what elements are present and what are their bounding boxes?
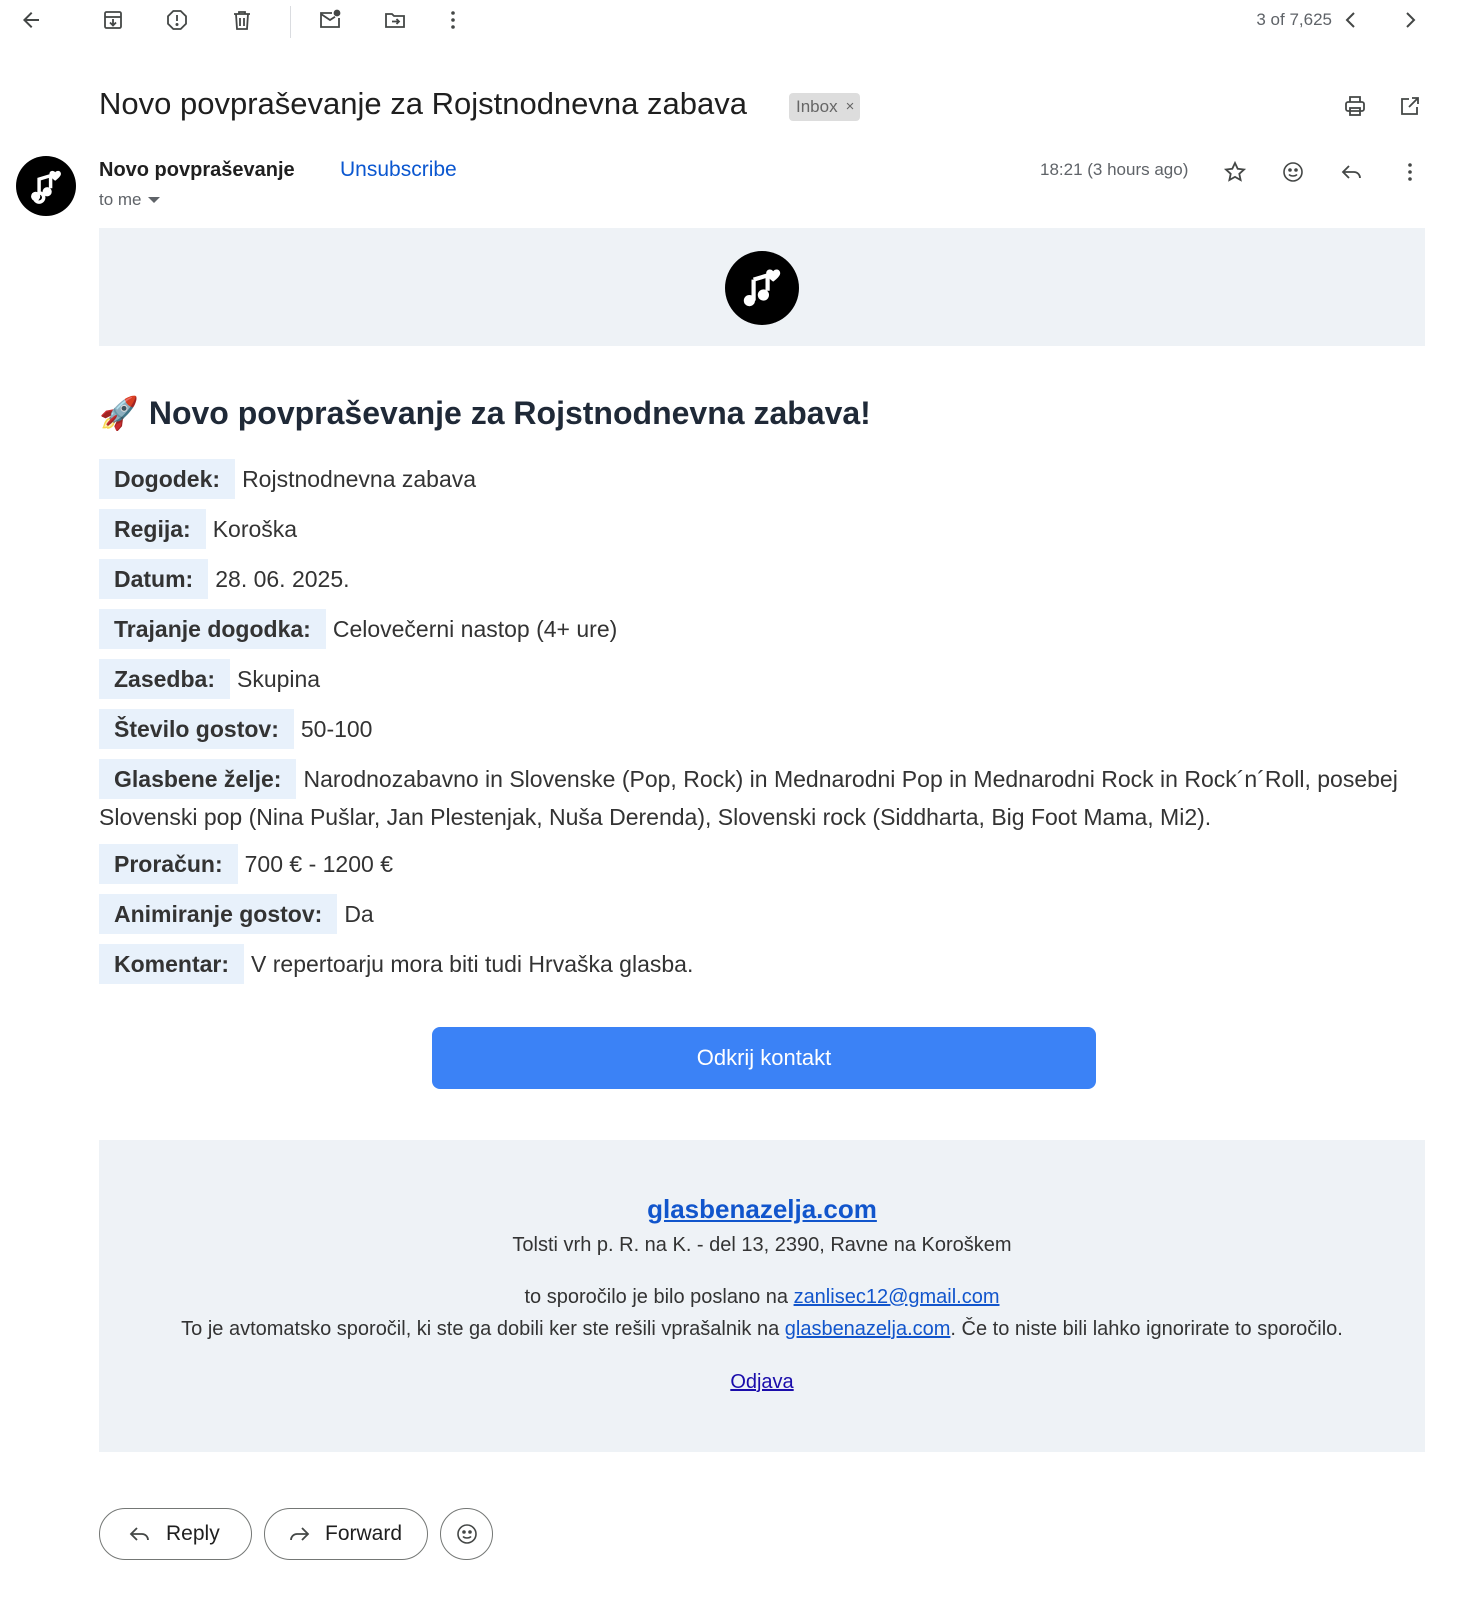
star-icon[interactable] — [1215, 152, 1255, 192]
inbox-label-chip — [789, 93, 860, 121]
add-reaction-button[interactable] — [440, 1508, 493, 1560]
email-timestamp: 18:21 (3 hours ago) — [1040, 160, 1189, 179]
field-row — [99, 844, 1409, 884]
field-label: Datum: — [99, 559, 208, 599]
field-row — [99, 559, 1409, 599]
field-row — [99, 709, 1409, 749]
field-row — [99, 459, 1409, 499]
field-value: Celovečerni nastop (4+ ure) — [332, 616, 618, 642]
field-value: V repertoarju mora biti tudi Hrvaška glasba. — [251, 951, 694, 977]
forward-icon — [287, 1522, 311, 1546]
emoji-icon — [455, 1522, 479, 1546]
auto-notice-suffix: . Če to niste bili lahko ignorirate to sporočilo. — [950, 1318, 1343, 1340]
footer-site-link[interactable]: glasbenazelja.com — [647, 1194, 877, 1224]
reply-icon — [128, 1522, 152, 1546]
chevron-right-icon[interactable] — [1390, 0, 1430, 40]
reveal-contact-button[interactable]: Odkrij kontakt — [432, 1027, 1096, 1089]
music-note-heart-icon — [23, 163, 69, 209]
sent-to-prefix: to sporočilo je bilo poslano na — [524, 1286, 794, 1308]
rocket-icon: 🚀 — [99, 395, 139, 431]
field-value: Rojstnodnevna zabava — [242, 466, 477, 492]
print-icon[interactable] — [1335, 86, 1375, 126]
brand-logo — [725, 251, 799, 325]
mark-unread-icon[interactable] — [310, 0, 350, 40]
remove-label-icon[interactable]: × — [845, 98, 855, 115]
message-counter: 3 of 7,625 — [1256, 10, 1332, 29]
recipient-details-toggle[interactable] — [99, 190, 160, 210]
trash-icon[interactable] — [222, 0, 262, 40]
chevron-left-icon[interactable] — [1331, 0, 1371, 40]
field-label: Proračun: — [99, 844, 238, 884]
field-label: Dogodek: — [99, 459, 235, 499]
reply-button[interactable] — [99, 1508, 252, 1560]
field-label: Animiranje gostov: — [99, 894, 337, 934]
footer-inline-site-link[interactable]: glasbenazelja.com — [784, 1318, 951, 1340]
archive-icon[interactable] — [93, 0, 133, 40]
back-arrow-icon[interactable] — [11, 0, 51, 40]
field-label: Trajanje dogodka: — [99, 609, 326, 649]
sender-name[interactable]: Novo povpraševanje — [99, 159, 295, 181]
field-label: Število gostov: — [99, 709, 294, 749]
reply-label: Reply — [166, 1522, 220, 1545]
more-vert-icon[interactable] — [1390, 152, 1430, 192]
more-vert-icon[interactable] — [433, 0, 473, 40]
footer-sent-to — [99, 1286, 1425, 1309]
auto-notice-prefix: To je avtomatsko sporočil, ki ste ga dobili ker ste rešili vprašalnik na — [181, 1318, 785, 1340]
email-body-heading — [99, 394, 871, 432]
music-note-heart-icon — [734, 260, 790, 316]
field-row — [99, 759, 1409, 835]
heading-text: Novo povpraševanje za Rojstnodnevna zabava! — [148, 394, 871, 431]
report-spam-icon[interactable] — [157, 0, 197, 40]
footer-auto-notice — [99, 1318, 1425, 1341]
emoji-icon[interactable] — [1273, 152, 1313, 192]
sender-avatar — [16, 156, 76, 216]
field-value: Da — [344, 901, 374, 927]
field-row — [99, 894, 1409, 934]
field-row — [99, 509, 1409, 549]
field-value: 700 € - 1200 € — [244, 851, 393, 877]
unsubscribe-link[interactable]: Unsubscribe — [340, 158, 457, 181]
field-label: Komentar: — [99, 944, 244, 984]
forward-button[interactable] — [264, 1508, 428, 1560]
email-subject: Novo povpraševanje za Rojstnodnevna zabava — [99, 86, 747, 121]
email-footer — [99, 1140, 1425, 1452]
email-header-banner — [99, 228, 1425, 346]
footer-unsubscribe-link[interactable]: Odjava — [730, 1371, 794, 1393]
field-label: Regija: — [99, 509, 206, 549]
field-row — [99, 659, 1409, 699]
field-label: Glasbene želje: — [99, 759, 296, 799]
field-value: 50-100 — [300, 716, 373, 742]
field-row — [99, 609, 1409, 649]
field-value: 28. 06. 2025. — [215, 566, 350, 592]
recipient-email-link[interactable]: zanlisec12@gmail.com — [793, 1286, 1000, 1308]
field-label: Zasedba: — [99, 659, 230, 699]
open-new-window-icon[interactable] — [1390, 86, 1430, 126]
move-to-icon[interactable] — [375, 0, 415, 40]
caret-down-icon — [148, 197, 160, 203]
field-value: Narodnozabavno in Slovenske (Pop, Rock) in Mednarodni Pop in Mednarodni Rock in Rock´n´Roll, posebej Slovenski pop (Nina Pušlar, Jan Plestenjak, Nuša Derenda), Slovenski rock (Siddharta, Big Foot Mama, Mi2). — [99, 766, 1398, 830]
field-row — [99, 944, 1409, 984]
reply-icon[interactable] — [1332, 152, 1372, 192]
toolbar-divider — [290, 6, 291, 38]
field-value: Koroška — [212, 516, 298, 542]
recipient-label: to me — [99, 190, 142, 209]
inbox-label-text: Inbox — [796, 97, 838, 116]
footer-address: Tolsti vrh p. R. na K. - del 13, 2390, Ravne na Koroškem — [512, 1234, 1012, 1256]
forward-label: Forward — [325, 1522, 403, 1545]
field-value: Skupina — [236, 666, 321, 692]
